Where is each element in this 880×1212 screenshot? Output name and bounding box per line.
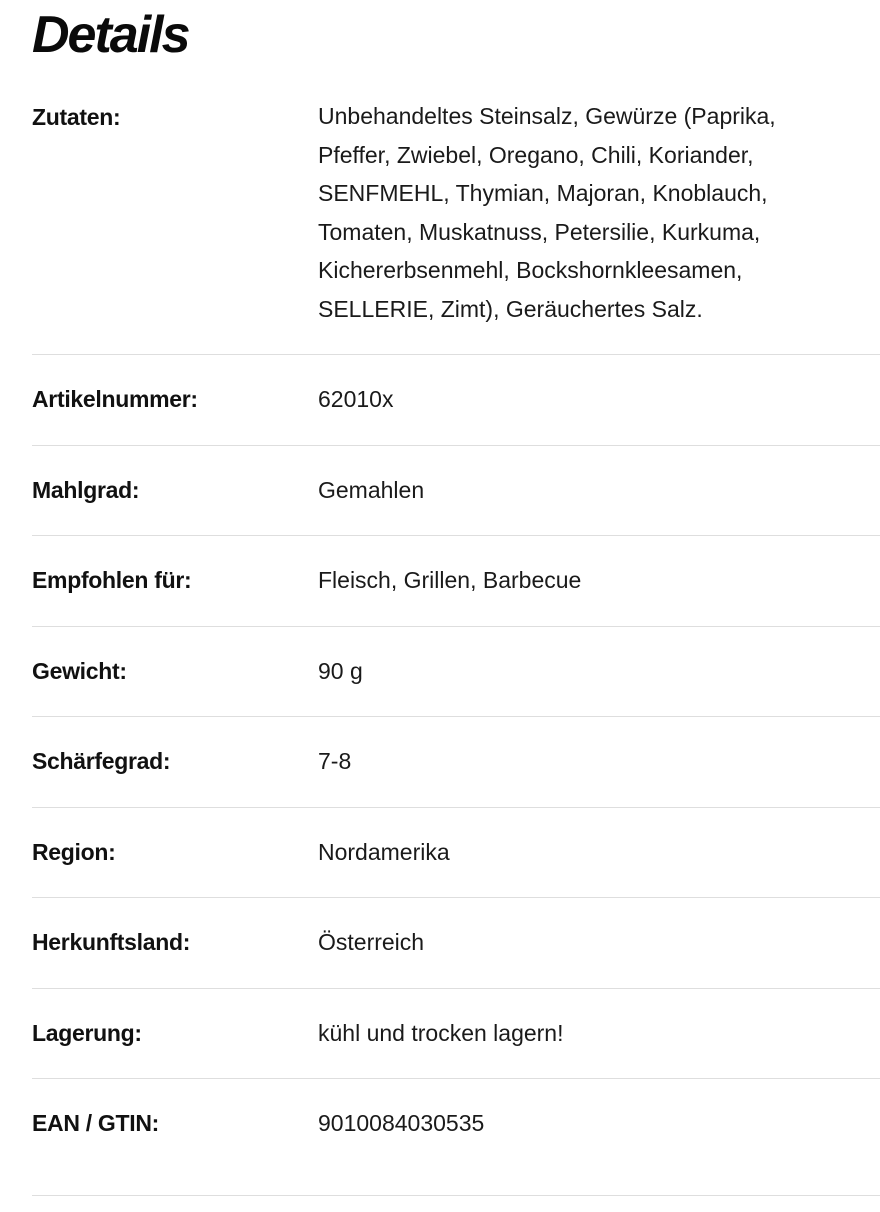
- detail-value: 7-8: [318, 748, 352, 774]
- detail-row-recommended: [32, 536, 880, 627]
- detail-label: Herkunftsland:: [32, 929, 191, 955]
- detail-row-heat-level: [32, 717, 880, 808]
- detail-value: Österreich: [318, 929, 425, 955]
- detail-row-ean: [32, 1079, 880, 1196]
- detail-label: Lagerung:: [32, 1019, 142, 1046]
- detail-label: Schärfegrad:: [32, 748, 171, 774]
- detail-row-region: [32, 808, 880, 899]
- detail-label: Region:: [32, 838, 116, 865]
- detail-label: Gewicht:: [32, 657, 127, 684]
- section-title: Details: [32, 6, 189, 64]
- detail-row-weight: [32, 627, 880, 718]
- detail-value: 62010x: [318, 386, 394, 412]
- detail-value: Nordamerika: [318, 838, 450, 865]
- detail-label: EAN / GTIN:: [32, 1110, 160, 1136]
- detail-value: 90 g: [318, 657, 363, 684]
- detail-value: Unbehandeltes Steinsalz, Gewürze (Paprika, Pfeffer, Zwiebel, Oregano, Chili, Koriander, SENFMEHL, Thymian, Majoran, Knoblauch, Tomaten, Muskatnuss, Petersilie, Kurkuma, Kichererbsenmehl, Bockshornkleesamen, SELLERIE, Zimt), Geräuchertes Salz.: [318, 103, 776, 322]
- detail-row-storage: [32, 989, 880, 1080]
- detail-label: Mahlgrad:: [32, 476, 140, 503]
- detail-value: 9010084030535: [318, 1110, 485, 1136]
- details-table: [32, 94, 880, 1196]
- details-section: [32, 0, 880, 1196]
- detail-value: Fleisch, Grillen, Barbecue: [318, 567, 582, 593]
- detail-row-country: [32, 898, 880, 989]
- detail-row-ingredients: [32, 94, 880, 355]
- detail-row-article-number: [32, 355, 880, 446]
- detail-value: kühl und trocken lagern!: [318, 1019, 564, 1046]
- detail-label: Zutaten:: [32, 104, 121, 130]
- detail-value: Gemahlen: [318, 476, 425, 503]
- detail-label: Artikelnummer:: [32, 386, 198, 412]
- detail-row-grind: [32, 446, 880, 537]
- detail-label: Empfohlen für:: [32, 567, 192, 593]
